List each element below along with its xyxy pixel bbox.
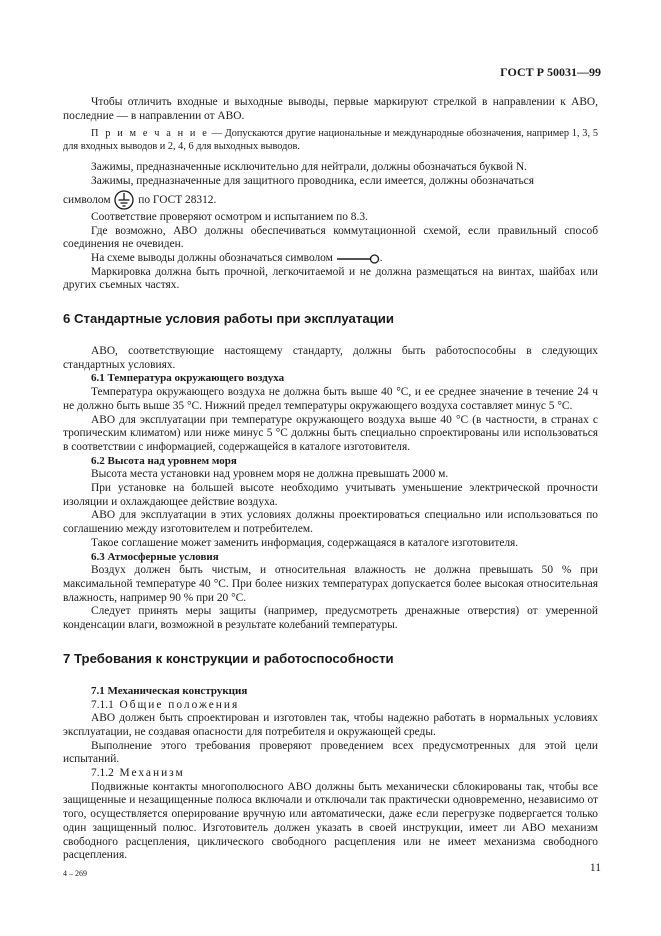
protective-earth-icon [113, 190, 135, 210]
section-heading: 7 Требования к конструкции и работоспособности [63, 650, 394, 666]
subsection-heading: 7.1 Механическая конструкция [91, 684, 248, 697]
note-text: — Допускаются другие национальные и международные обозначения, например 1, 3, 5 для входных выводов и 2, 4, 6 для выходных выводов. [63, 128, 598, 153]
page-content [63, 96, 598, 863]
note-label: П р и м е ч а н и е [91, 128, 209, 140]
paragraph-with-symbol [63, 252, 598, 266]
subsection-heading: 6.1 Температура окружающего воздуха [91, 372, 285, 385]
section-heading: 6 Стандартные условия работы при эксплуатации [63, 311, 394, 327]
symbol-sentence-end: . [379, 251, 383, 264]
note [63, 127, 598, 153]
paragraph: Подвижные контакты многополюсного АВО должны быть механически сблокированы так, чтобы все защищенные и незащищенные полюса включали и отключали так практически одновременно, независимо от того, осуществляется оперирование вручную или автоматически, даже если перегрузке подвергается только один защищенный полюс. Изготовитель должен указать в своей инструкции, имеет ли АВО механизм свободного расцепления, циклического свободного расцепления или не имеет механизма свободного расцепления. [63, 780, 598, 862]
paragraph: Зажимы, предназначенные исключительно для нейтрали, должны обозначаться буквой N. [91, 161, 528, 174]
paragraph: Маркировка должна быть прочной, легкочитаемой и не должна размещаться на винтах, шайбах или других съемных частях. [63, 265, 598, 292]
symbol-sentence: На схеме выводы должны обозначаться символом [91, 251, 333, 264]
paragraph: Где возможно, АВО должны обеспечиваться коммутационной схемой, если правильный способ соединения не очевиден. [63, 224, 598, 251]
clause-number: 7.1.2 [91, 767, 114, 780]
paragraph: Выполнение этого требования проверяют проведением всех предусмотренных для этой цели испытаний. [63, 739, 598, 766]
clause-heading [63, 699, 598, 713]
paragraph: Такое соглашение может заменить информация, содержащаяся в каталоге изготовителя. [91, 536, 519, 549]
paragraph: Соответствие проверяют осмотром и испытанием по 8.3. [91, 210, 368, 223]
gost-reference: по ГОСТ 28312. [138, 193, 217, 206]
subsection-heading: 6.3 Атмосферные условия [91, 550, 219, 563]
paragraph: АВО, соответствующие настоящему стандарту, должны быть работоспособны в следующих стандартных условиях. [63, 345, 598, 371]
paragraph: АВО должен быть спроектирован и изготовлен так, чтобы надежно работать в нормальных условиях эксплуатации, не создавая опасности для потребителя и окружающей среды. [63, 712, 598, 738]
clause-heading [63, 767, 598, 781]
clause-title: Общие положения [119, 698, 240, 711]
page-number: 11 [589, 862, 601, 874]
subsection-heading: 6.2 Высота над уровнем моря [91, 454, 237, 467]
terminal-symbol-icon [336, 253, 380, 264]
clause-number: 7.1.1 [91, 698, 114, 711]
paragraph: Следует принять меры защиты (например, предусмотреть дренажные отверстия) от умеренной конденсации влаги, возможной в результате колебаний температуры. [63, 605, 598, 632]
paragraph: Чтобы отличить входные и выходные выводы, первые маркируют стрелкой в направлении к АВО, последние — в направлении от АВО. [63, 96, 598, 122]
paragraph: Высота места установки над уровнем моря не должна превышать 2000 м. [91, 468, 449, 481]
print-code: 4 – 269 [63, 869, 87, 878]
paragraph: Воздух должен быть чистым, и относительная влажность не должна превышать 50 % при максимальной температуре 40 °С. При более низких температурах допускается более высокая относительная влажность, например 90 % при 20 °С. [63, 564, 598, 604]
clause-title: Механизм [119, 767, 185, 780]
paragraph: Зажимы, предназначенные для защитного проводника, если имеется, должны обозначаться [91, 175, 534, 188]
paragraph: При установке на большей высоте необходимо учитывать уменьшение электрической прочности изоляции и охлаждающее действие воздуха. [63, 482, 598, 508]
paragraph: АВО для эксплуатации в этих условиях должны проектироваться специально или использоваться по соглашению между изготовителем и потребителем. [63, 509, 598, 536]
symbol-label: символом [63, 193, 111, 206]
standard-number: ГОСТ Р 50031—99 [500, 65, 601, 79]
paragraph: АВО для эксплуатации при температуре окружающего воздуха выше 40 °С (в частности, в странах с тропическим климатом) или ниже минус 5 °С должны быть специально спроектированы или использоваться в соответствии с информацией, содержащейся в каталоге изготовителя. [63, 413, 598, 453]
paragraph: Температура окружающего воздуха не должна быть выше 40 °С, и ее среднее значение в течение 24 ч не должно быть выше 35 °С. Нижний предел температуры окружающего воздуха составляет минус 5 °С. [63, 386, 598, 412]
paragraph-with-symbol [63, 189, 598, 211]
